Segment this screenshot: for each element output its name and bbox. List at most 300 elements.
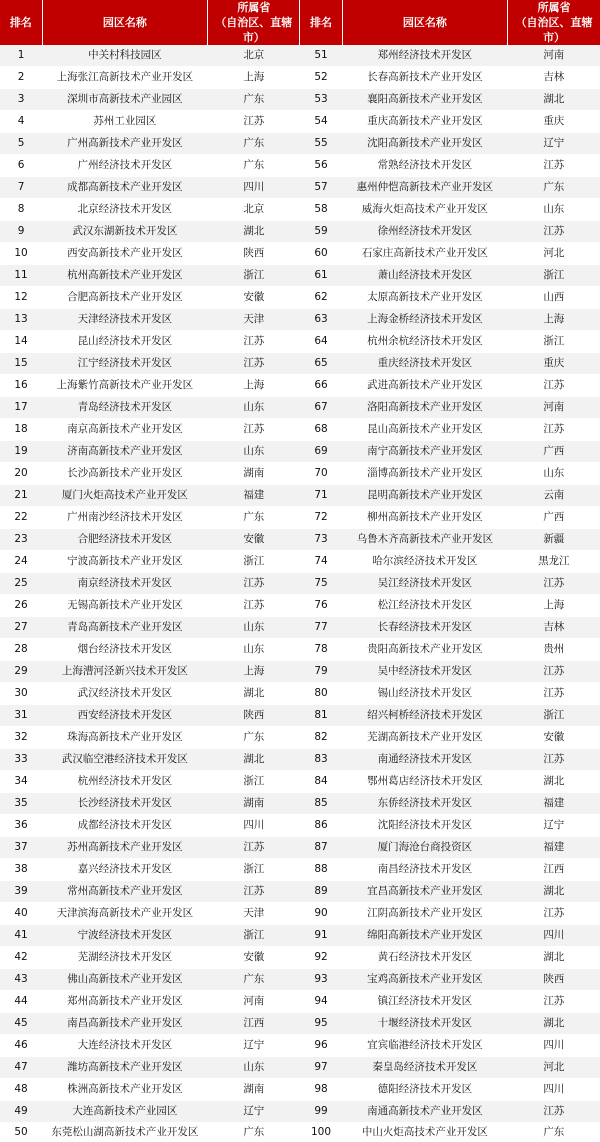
province-cell: 广西 [508,441,600,463]
table-row [0,331,600,353]
park-name-cell: 南京经济技术开发区 [42,573,208,595]
province-cell: 吉林 [508,67,600,89]
park-name-cell: 青岛经济技术开发区 [42,397,208,419]
rank-cell: 49 [0,1101,42,1123]
park-name-cell: 大连经济技术开发区 [42,1035,208,1057]
rank-cell: 93 [300,969,342,991]
province-cell: 广东 [208,155,300,177]
rank-cell: 27 [0,617,42,639]
park-name-cell: 柳州高新技术产业开发区 [342,507,508,529]
table-row [0,309,600,331]
park-name-cell: 天津滨海高新技术产业开发区 [42,903,208,925]
header-province-left [208,0,300,45]
rank-cell: 97 [300,1057,342,1079]
park-name-cell: 重庆高新技术产业开发区 [342,111,508,133]
province-cell: 浙江 [208,551,300,573]
rank-cell: 95 [300,1013,342,1035]
table-row [0,815,600,837]
table-row [0,485,600,507]
province-cell: 浙江 [208,925,300,947]
park-name-cell: 大连高新技术产业园区 [42,1101,208,1123]
table-row [0,551,600,573]
park-name-cell: 南昌经济技术开发区 [342,859,508,881]
park-name-cell: 西安高新技术产业开发区 [42,243,208,265]
header-province-line1: 所属省 [237,1,271,14]
rank-cell: 43 [0,969,42,991]
province-cell: 安徽 [208,529,300,551]
rank-cell: 54 [300,111,342,133]
park-name-cell: 佛山高新技术产业开发区 [42,969,208,991]
province-cell: 山西 [508,287,600,309]
province-cell: 江苏 [508,419,600,441]
rank-cell: 69 [300,441,342,463]
park-name-cell: 中山火炬高技术产业开发区 [342,1123,508,1142]
province-cell: 广西 [508,507,600,529]
table-row [0,947,600,969]
table-row [0,507,600,529]
province-cell: 吉林 [508,617,600,639]
rank-cell: 81 [300,705,342,727]
park-name-cell: 珠海高新技术产业开发区 [42,727,208,749]
table-row [0,859,600,881]
province-cell: 江苏 [208,881,300,903]
province-cell: 湖南 [208,793,300,815]
rank-cell: 64 [300,331,342,353]
province-cell: 江苏 [508,661,600,683]
table-row [0,243,600,265]
header-name-right: 园区名称 [342,0,508,45]
park-name-cell: 武汉经济技术开发区 [42,683,208,705]
table-row [0,771,600,793]
province-cell: 河北 [508,1057,600,1079]
park-name-cell: 西安经济技术开发区 [42,705,208,727]
rank-cell: 42 [0,947,42,969]
park-name-cell: 武汉临空港经济技术开发区 [42,749,208,771]
table-row [0,199,600,221]
rank-cell: 8 [0,199,42,221]
park-name-cell: 徐州经济技术开发区 [342,221,508,243]
table-row [0,1035,600,1057]
park-name-cell: 吴江经济技术开发区 [342,573,508,595]
rank-cell: 6 [0,155,42,177]
rank-cell: 91 [300,925,342,947]
table-row [0,969,600,991]
rank-cell: 35 [0,793,42,815]
table-row [0,441,600,463]
province-cell: 江苏 [208,595,300,617]
park-name-cell: 宜宾临港经济技术开发区 [342,1035,508,1057]
province-cell: 山东 [508,199,600,221]
province-cell: 江苏 [508,749,600,771]
province-cell: 北京 [208,199,300,221]
province-cell: 四川 [208,815,300,837]
park-name-cell: 昆山经济技术开发区 [42,331,208,353]
province-cell: 四川 [508,1035,600,1057]
province-cell: 安徽 [508,727,600,749]
rank-cell: 14 [0,331,42,353]
province-cell: 重庆 [508,111,600,133]
province-cell: 湖北 [208,221,300,243]
rank-cell: 12 [0,287,42,309]
province-cell: 江苏 [508,221,600,243]
rank-cell: 50 [0,1123,42,1142]
province-cell: 广东 [208,507,300,529]
rank-cell: 23 [0,529,42,551]
rank-cell: 84 [300,771,342,793]
province-cell: 黑龙江 [508,551,600,573]
park-name-cell: 芜湖经济技术开发区 [42,947,208,969]
province-cell: 江苏 [208,331,300,353]
table-row [0,463,600,485]
park-name-cell: 深圳市高新技术产业园区 [42,89,208,111]
header-province-line1: 所属省 [537,1,571,14]
rank-cell: 7 [0,177,42,199]
rank-cell: 30 [0,683,42,705]
park-name-cell: 杭州经济技术开发区 [42,771,208,793]
park-name-cell: 长沙高新技术产业开发区 [42,463,208,485]
table-row [0,1013,600,1035]
park-name-cell: 吴中经济技术开发区 [342,661,508,683]
province-cell: 陕西 [208,705,300,727]
province-cell: 湖南 [208,1079,300,1101]
rank-cell: 45 [0,1013,42,1035]
rank-cell: 37 [0,837,42,859]
rank-cell: 83 [300,749,342,771]
table-row [0,991,600,1013]
rank-cell: 20 [0,463,42,485]
province-cell: 辽宁 [508,133,600,155]
park-name-cell: 长春高新技术产业开发区 [342,67,508,89]
province-cell: 上海 [508,309,600,331]
park-name-cell: 东侨经济技术开发区 [342,793,508,815]
table-row [0,683,600,705]
park-name-cell: 上海紫竹高新技术产业开发区 [42,375,208,397]
province-cell: 上海 [508,595,600,617]
province-cell: 上海 [208,375,300,397]
park-name-cell: 昆山高新技术产业开发区 [342,419,508,441]
table-row [0,749,600,771]
rank-cell: 33 [0,749,42,771]
rank-cell: 58 [300,199,342,221]
park-name-cell: 长沙经济技术开发区 [42,793,208,815]
province-cell: 安徽 [208,287,300,309]
rank-cell: 10 [0,243,42,265]
rank-cell: 71 [300,485,342,507]
park-name-cell: 上海张江高新技术产业开发区 [42,67,208,89]
park-name-cell: 襄阳高新技术产业开发区 [342,89,508,111]
rank-cell: 88 [300,859,342,881]
province-cell: 广东 [208,1123,300,1142]
park-name-cell: 东莞松山湖高新技术产业开发区 [42,1123,208,1142]
park-name-cell: 乌鲁木齐高新技术产业开发区 [342,529,508,551]
park-name-cell: 无锡高新技术产业开发区 [42,595,208,617]
rank-cell: 98 [300,1079,342,1101]
province-cell: 辽宁 [508,815,600,837]
province-cell: 湖北 [508,89,600,111]
province-cell: 湖北 [208,749,300,771]
rank-cell: 59 [300,221,342,243]
rank-cell: 63 [300,309,342,331]
park-name-cell: 十堰经济技术开发区 [342,1013,508,1035]
park-name-cell: 哈尔滨经济技术开发区 [342,551,508,573]
park-name-cell: 上海漕河泾新兴技术开发区 [42,661,208,683]
park-name-cell: 厦门海沧台商投资区 [342,837,508,859]
rank-cell: 68 [300,419,342,441]
province-cell: 浙江 [208,265,300,287]
table-row [0,133,600,155]
park-name-cell: 南昌高新技术产业开发区 [42,1013,208,1035]
province-cell: 福建 [208,485,300,507]
park-name-cell: 杭州余杭经济技术开发区 [342,331,508,353]
rank-cell: 34 [0,771,42,793]
park-name-cell: 常熟经济技术开发区 [342,155,508,177]
province-cell: 上海 [208,661,300,683]
table-row [0,595,600,617]
rank-cell: 32 [0,727,42,749]
province-cell: 重庆 [508,353,600,375]
province-cell: 江苏 [208,353,300,375]
park-name-cell: 嘉兴经济技术开发区 [42,859,208,881]
province-cell: 浙江 [508,705,600,727]
province-cell: 山东 [208,1057,300,1079]
rank-cell: 39 [0,881,42,903]
table-row [0,89,600,111]
table-header-row [0,0,600,45]
table-row [0,45,600,67]
rank-cell: 87 [300,837,342,859]
park-name-cell: 株洲高新技术产业开发区 [42,1079,208,1101]
province-cell: 广东 [208,727,300,749]
rank-cell: 36 [0,815,42,837]
province-cell: 四川 [508,925,600,947]
province-cell: 山东 [208,397,300,419]
province-cell: 安徽 [208,947,300,969]
province-cell: 江苏 [508,683,600,705]
rank-cell: 62 [300,287,342,309]
rank-cell: 57 [300,177,342,199]
park-name-cell: 广州经济技术开发区 [42,155,208,177]
rank-cell: 40 [0,903,42,925]
table-row [0,661,600,683]
rank-cell: 4 [0,111,42,133]
province-cell: 福建 [508,793,600,815]
header-name-left: 园区名称 [42,0,208,45]
rank-cell: 67 [300,397,342,419]
province-cell: 新疆 [508,529,600,551]
rank-cell: 44 [0,991,42,1013]
table-row [0,265,600,287]
table-row [0,111,600,133]
province-cell: 云南 [508,485,600,507]
rank-cell: 48 [0,1079,42,1101]
park-name-cell: 重庆经济技术开发区 [342,353,508,375]
province-cell: 湖北 [208,683,300,705]
header-province-line2: （自治区、直辖市） [515,16,593,44]
province-cell: 湖北 [508,1013,600,1035]
table-row [0,529,600,551]
park-name-cell: 潍坊高新技术产业开发区 [42,1057,208,1079]
park-name-cell: 成都经济技术开发区 [42,815,208,837]
rank-cell: 55 [300,133,342,155]
rank-cell: 72 [300,507,342,529]
park-name-cell: 烟台经济技术开发区 [42,639,208,661]
rank-cell: 96 [300,1035,342,1057]
header-province-right [508,0,600,45]
province-cell: 江苏 [208,419,300,441]
table-row [0,925,600,947]
rank-cell: 15 [0,353,42,375]
table-row [0,221,600,243]
province-cell: 浙江 [508,331,600,353]
rank-cell: 82 [300,727,342,749]
park-name-cell: 鄂州葛店经济技术开发区 [342,771,508,793]
park-name-cell: 松江经济技术开发区 [342,595,508,617]
park-name-cell: 德阳经济技术开发区 [342,1079,508,1101]
province-cell: 天津 [208,309,300,331]
park-name-cell: 常州高新技术产业开发区 [42,881,208,903]
province-cell: 广东 [208,969,300,991]
rank-cell: 18 [0,419,42,441]
table-row [0,617,600,639]
rank-cell: 75 [300,573,342,595]
park-name-cell: 杭州高新技术产业开发区 [42,265,208,287]
province-cell: 贵州 [508,639,600,661]
rank-cell: 79 [300,661,342,683]
park-name-cell: 广州高新技术产业开发区 [42,133,208,155]
province-cell: 广东 [208,89,300,111]
rank-cell: 56 [300,155,342,177]
rank-cell: 77 [300,617,342,639]
park-name-cell: 广州南沙经济技术开发区 [42,507,208,529]
province-cell: 江西 [208,1013,300,1035]
table-row [0,881,600,903]
rank-cell: 3 [0,89,42,111]
rank-cell: 19 [0,441,42,463]
rank-cell: 13 [0,309,42,331]
park-name-cell: 淄博高新技术产业开发区 [342,463,508,485]
park-name-cell: 昆明高新技术产业开发区 [342,485,508,507]
province-cell: 湖北 [508,771,600,793]
province-cell: 广东 [508,177,600,199]
header-rank-left: 排名 [0,0,42,45]
park-name-cell: 长春经济技术开发区 [342,617,508,639]
rank-cell: 76 [300,595,342,617]
province-cell: 浙江 [208,859,300,881]
province-cell: 江苏 [508,991,600,1013]
table-row [0,903,600,925]
province-cell: 山东 [508,463,600,485]
rank-cell: 61 [300,265,342,287]
park-name-cell: 武进高新技术产业开发区 [342,375,508,397]
park-name-cell: 宝鸡高新技术产业开发区 [342,969,508,991]
table-row [0,419,600,441]
rank-cell: 17 [0,397,42,419]
park-name-cell: 苏州高新技术产业开发区 [42,837,208,859]
table-row [0,727,600,749]
province-cell: 天津 [208,903,300,925]
rank-cell: 2 [0,67,42,89]
province-cell: 陕西 [508,969,600,991]
rank-cell: 51 [300,45,342,67]
province-cell: 广东 [208,133,300,155]
rank-cell: 89 [300,881,342,903]
park-name-cell: 济南高新技术产业开发区 [42,441,208,463]
park-name-cell: 合肥经济技术开发区 [42,529,208,551]
table-row [0,1057,600,1079]
rank-cell: 80 [300,683,342,705]
table-row [0,375,600,397]
park-name-cell: 武汉东湖新技术开发区 [42,221,208,243]
province-cell: 江苏 [208,573,300,595]
park-name-cell: 洛阳高新技术产业开发区 [342,397,508,419]
province-cell: 四川 [208,177,300,199]
park-name-cell: 惠州仲恺高新技术产业开发区 [342,177,508,199]
park-name-cell: 成都高新技术产业开发区 [42,177,208,199]
park-name-cell: 锡山经济技术开发区 [342,683,508,705]
park-name-cell: 南通高新技术产业开发区 [342,1101,508,1123]
park-name-cell: 芜湖高新技术产业开发区 [342,727,508,749]
rank-cell: 74 [300,551,342,573]
province-cell: 浙江 [208,771,300,793]
park-name-cell: 厦门火炬高技术产业开发区 [42,485,208,507]
park-name-cell: 黄石经济技术开发区 [342,947,508,969]
rank-cell: 21 [0,485,42,507]
province-cell: 广东 [508,1123,600,1142]
rank-cell: 52 [300,67,342,89]
park-name-cell: 镇江经济技术开发区 [342,991,508,1013]
table-row [0,177,600,199]
table-row [0,287,600,309]
table-row [0,67,600,89]
table-row [0,793,600,815]
table-row [0,705,600,727]
rank-cell: 78 [300,639,342,661]
province-cell: 河南 [508,45,600,67]
rank-cell: 60 [300,243,342,265]
park-name-cell: 天津经济技术开发区 [42,309,208,331]
park-name-cell: 合肥高新技术产业开发区 [42,287,208,309]
park-name-cell: 贵阳高新技术产业开发区 [342,639,508,661]
rank-cell: 28 [0,639,42,661]
header-province-line2: （自治区、直辖市） [215,16,293,44]
rank-cell: 90 [300,903,342,925]
park-name-cell: 上海金桥经济技术开发区 [342,309,508,331]
province-cell: 辽宁 [208,1101,300,1123]
rank-cell: 9 [0,221,42,243]
park-name-cell: 绵阳高新技术产业开发区 [342,925,508,947]
header-rank-right: 排名 [300,0,342,45]
rank-cell: 1 [0,45,42,67]
rank-cell: 99 [300,1101,342,1123]
table-row [0,397,600,419]
province-cell: 江苏 [208,111,300,133]
province-cell: 江苏 [508,1101,600,1123]
table-row [0,639,600,661]
rank-cell: 11 [0,265,42,287]
park-name-cell: 郑州经济技术开发区 [342,45,508,67]
rank-cell: 29 [0,661,42,683]
province-cell: 山东 [208,639,300,661]
rank-cell: 92 [300,947,342,969]
rank-cell: 66 [300,375,342,397]
park-name-cell: 秦皇岛经济技术开发区 [342,1057,508,1079]
table-row [0,1079,600,1101]
park-name-cell: 南京高新技术产业开发区 [42,419,208,441]
province-cell: 四川 [508,1079,600,1101]
park-name-cell: 沈阳经济技术开发区 [342,815,508,837]
rank-cell: 47 [0,1057,42,1079]
park-name-cell: 江阴高新技术产业开发区 [342,903,508,925]
